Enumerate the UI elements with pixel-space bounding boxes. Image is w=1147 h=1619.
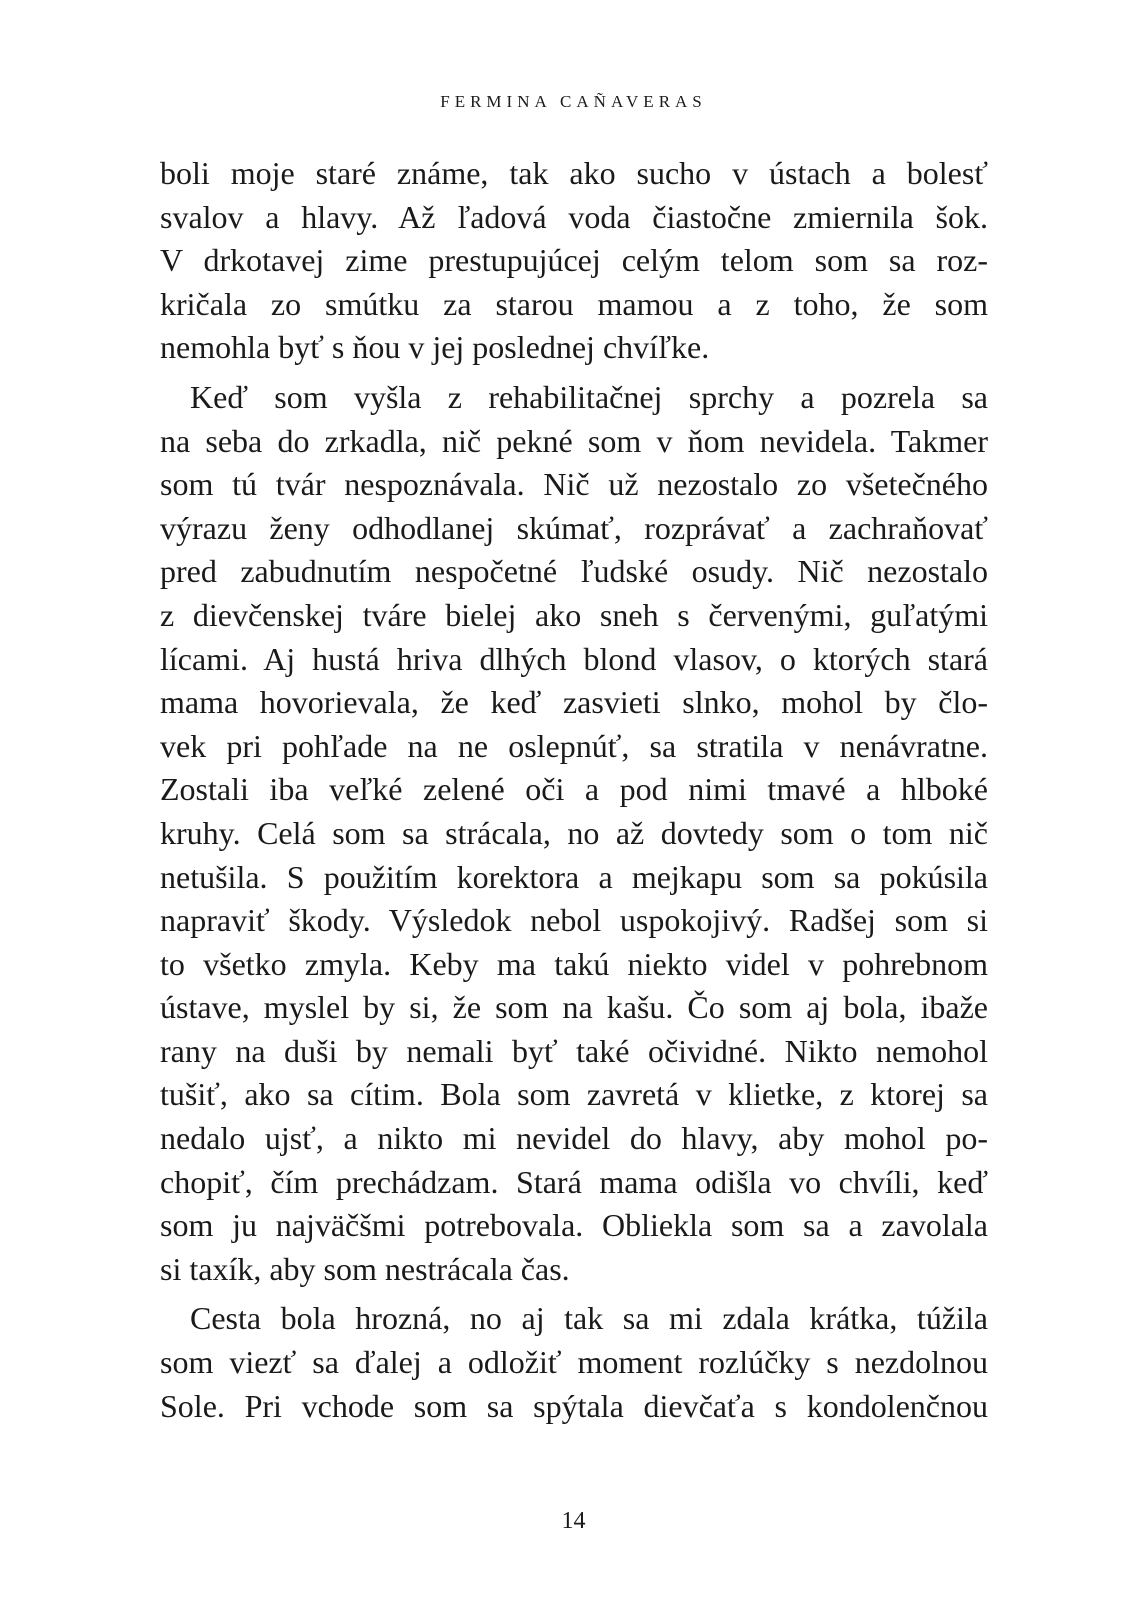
text-line: lícami. Aj hustá hriva dlhých blond vlasov, o ktorých stará [160, 640, 988, 677]
text-line: vek pri pohľade na ne oslepnúť, sa stratila v nenávratne. [160, 727, 988, 764]
page-number: 14 [561, 1508, 586, 1534]
text-line: svalov a hlavy. Až ľadová voda čiastočne zmiernila šok. [160, 198, 988, 235]
text-line: výrazu ženy odhodlanej skúmať, rozprávať a zachraňovať [160, 509, 988, 546]
text-line: na seba do zrkadla, nič pekné som v ňom nevidela. Takmer [160, 422, 988, 459]
text-line: som ju najväčšmi potrebovala. Obliekla som sa a zavolala [160, 1207, 988, 1244]
text-line: som tú tvár nespoznávala. Nič už nezostalo zo všetečného [160, 466, 988, 503]
text-line: pred zabudnutím nespočetné ľudské osudy. Nič nezostalo [160, 553, 988, 590]
text-line: kričala zo smútku za starou mamou a z toho, že som [160, 285, 988, 322]
body-text [160, 152, 988, 1428]
text-line: Cesta bola hrozná, no aj tak sa mi zdala krátka, túžila [190, 1300, 988, 1337]
text-line: chopiť, čím prechádzam. Stará mama odišla vo chvíli, keď [160, 1163, 988, 1200]
text-line: Keď som vyšla z rehabilitačnej sprchy a pozrela sa [190, 378, 988, 415]
text-line: Sole. Pri vchode som sa spýtala dievčaťa s kondolenčnou [160, 1387, 988, 1424]
text-line: som viezť sa ďalej a odložiť moment rozlúčky s nezdolnou [160, 1344, 988, 1381]
text-line: to všetko zmyla. Keby ma takú niekto videl v pohrebnom [160, 945, 988, 982]
text-line: ústave, myslel by si, že som na kašu. Čo som aj bola, ibaže [160, 989, 988, 1026]
text-line: Zostali iba veľké zelené oči a pod nimi tmavé a hlboké [160, 771, 988, 808]
text-line: kruhy. Celá som sa strácala, no až dovtedy som o tom nič [160, 814, 988, 851]
text-line: rany na duši by nemali byť také očividné. Nikto nemohol [160, 1032, 988, 1069]
text-line: netušila. S použitím korektora a mejkapu som sa pokúsila [160, 858, 988, 895]
text-line: nemohla byť s ňou v jej poslednej chvíľke. [160, 329, 710, 366]
text-line: si taxík, aby som nestrácala čas. [160, 1250, 570, 1287]
text-line: mama hovorievala, že keď zasvieti slnko, mohol by člo- [160, 684, 988, 721]
text-line: boli moje staré známe, tak ako sucho v ústach a bolesť [160, 155, 988, 191]
text-line: tušiť, ako sa cítim. Bola som zavretá v klietke, z ktorej sa [160, 1076, 988, 1113]
text-line: nedalo ujsť, a nikto mi nevidel do hlavy, aby mohol po- [160, 1120, 988, 1157]
running-head: FERMINA CAÑAVERAS [440, 92, 707, 111]
text-line: z dievčenskej tváre bielej ako sneh s červenými, guľatými [160, 596, 988, 633]
text-line: napraviť škody. Výsledok nebol uspokojivý. Radšej som si [160, 902, 988, 939]
text-line: V drkotavej zime prestupujúcej celým telom som sa roz- [160, 242, 988, 279]
